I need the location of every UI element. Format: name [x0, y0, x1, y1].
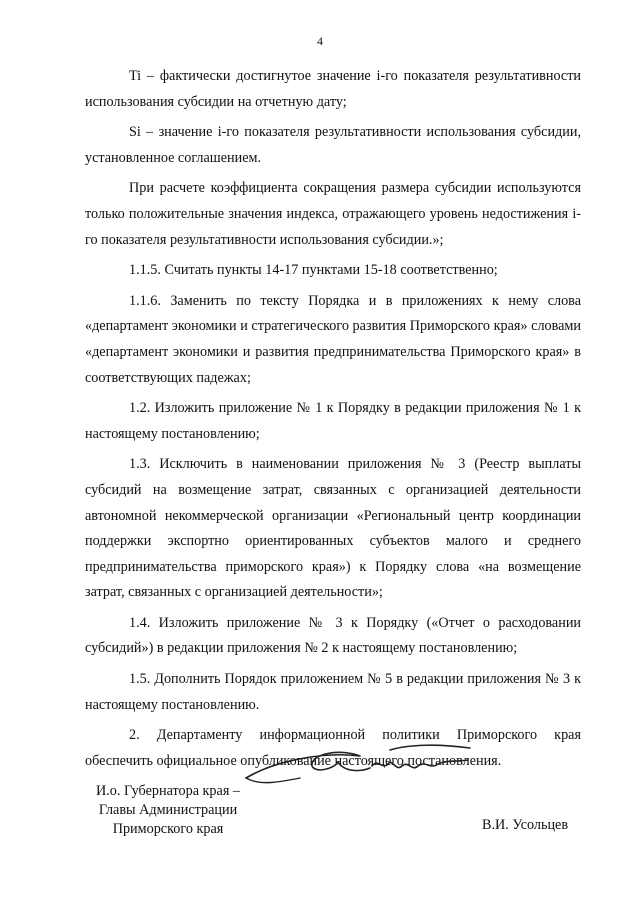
signatory-position	[84, 782, 252, 839]
paragraph-1-5: 1.5. Дополнить Порядок приложением № 5 в редакции приложения № 3 к настоящему постановлению.	[85, 671, 581, 713]
paragraph-ti-definition: Ti – фактически достигнутое значение i-го показателя результативности использования субсидии на отчетную дату;	[85, 68, 581, 110]
document-body	[85, 64, 581, 779]
signatory-name: В.И. Усольцев	[482, 817, 569, 833]
signatory-position-line3: Приморского края	[112, 821, 224, 837]
paragraph-si-definition: Si – значение i-го показателя результативности использования субсидии, установленное соглашением.	[85, 124, 581, 166]
page-number: 4	[317, 34, 323, 48]
paragraph-2: 2. Департаменту информационной политики Приморского края обеспечить официальное опубликование настоящего постановления.	[85, 727, 581, 769]
handwritten-signature	[240, 738, 510, 798]
paragraph-coefficient-note: При расчете коэффициента сокращения размера субсидии используются только положительные значения индекса, отражающего уровень недостижения i-го показателя результативности использования субсидии.»;	[85, 180, 581, 248]
paragraph-1-4: 1.4. Изложить приложение № 3 к Порядку («Отчет о расходовании субсидий») в редакции приложения № 2 к настоящему постановлению;	[85, 614, 581, 657]
signatory-position-line1: И.о. Губернатора края –	[96, 783, 240, 799]
paragraph-1-3: 1.3. Исключить в наименовании приложения № 3 (Реестр выплаты субсидий на возмещение затрат, связанных с организацией деятельности автономной некоммерческой организации «Региональный центр координации поддержки экспортно ориентированных субъектов малого и среднего предпринимательства приморского края») к Порядку слова «на возмещение затрат, связанных с организацией деятельности»;	[85, 456, 581, 601]
paragraph-1-1-5: 1.1.5. Считать пункты 14-17 пунктами 15-18 соответственно;	[129, 262, 498, 279]
signatory-position-line2: Главы Администрации	[98, 802, 238, 818]
paragraph-1-1-6: 1.1.6. Заменить по тексту Порядка и в приложениях к нему слова «департамент экономики и стратегического развития Приморского края» словами «департамент экономики и развития предпринимательства Приморского края» в соответствующих падежах;	[85, 292, 581, 386]
paragraph-1-2: 1.2. Изложить приложение № 1 к Порядку в редакции приложения № 1 к настоящему постановлению;	[85, 400, 581, 442]
